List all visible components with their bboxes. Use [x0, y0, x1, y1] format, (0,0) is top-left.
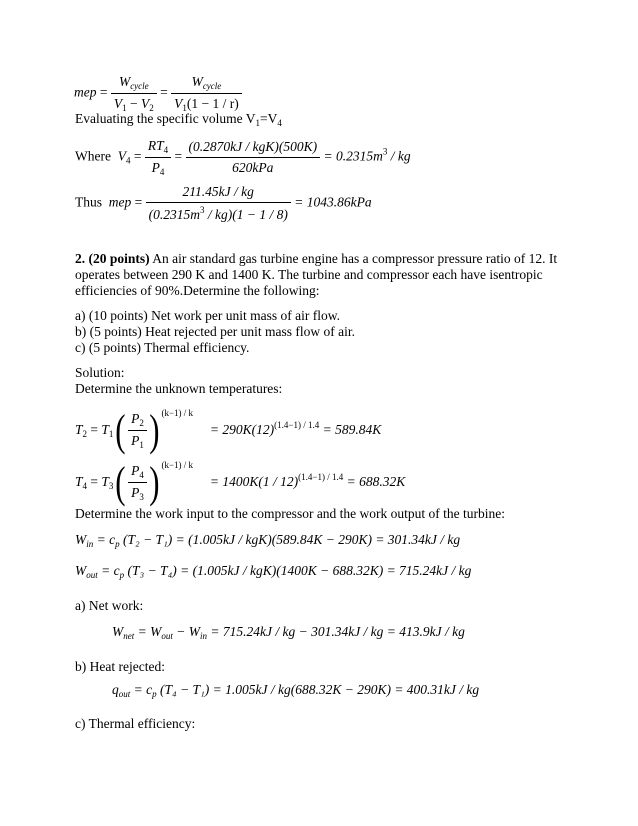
mep-fraction-2: $\frac{W_{cycle}}{V_1(1 - 1 / r)}$	[171, 74, 242, 113]
wnet-equation: $W_{net} = W_{out} - W_{in} = 715.24kJ$ / kg − 301.34kJ / kg = 413.9kJ / kg	[112, 624, 465, 641]
net-work-label: a) Net work:	[75, 598, 144, 613]
qout-equation: $q_{out} = c_p$ (T₄ − T₁) = 1.005kJ / kg(688.32K − 290K) = 400.31kJ / kg	[112, 682, 480, 699]
work-label: Determine the work input to the compressor and the work output of the turbine:	[75, 506, 506, 521]
wout-equation: $W_{out} = c_p$ (T₃ − T₄) = (1.005kJ / kgK)(1400K − 688.32K) = 715.24kJ / kg	[75, 563, 472, 580]
mep-fraction-1: $\frac{W_{cycle}}{V_1 - V_2}$	[111, 74, 157, 113]
mep-result-equation: Thus mep = $\frac{211.45kJ / kg}{(0.2315m^3 / kg)(1 - 1 / 8)}$ = 1043.86kPa	[75, 184, 372, 222]
v4-equation: Where $V_4$ = $\frac{RT_4}{P_4}$ = $\frac{\text{(0.2870kJ / kgK)(500K)}}{\text{620kPa}}$ = $0.2315m^3$ / kg	[75, 138, 411, 177]
win-equation: $W_{in} = c_p$ (T₂ − T₁) = (1.005kJ / kgK)(589.84K − 290K) = 301.34kJ / kg	[75, 532, 461, 549]
thermal-efficiency-label: c) Thermal efficiency:	[75, 716, 196, 731]
problem-item-c: c) (5 points) Thermal efficiency.	[75, 340, 250, 355]
problem-items	[75, 308, 355, 356]
specific-volume-text: Evaluating the specific volume $V_1=V_4$	[75, 111, 282, 128]
problem-item-b: b) (5 points) Heat rejected per unit mass flow of air.	[75, 324, 356, 339]
solution-heading: Solution: Determine the unknown temperatures:	[75, 365, 283, 396]
t2-equation: $T_2 = T_1$( $\frac{P_2}{P_1}$ ) $^{(k-1) / k}$ = $290K(12)^{(1.4-1) / 1.4} = 589.84K$	[75, 405, 382, 455]
mep-definition-equation: mep = $\frac{W_{cycle}}{V_1 - V_2}$ = $\frac{W_{cycle}}{V_1(1 - 1 / r)}$	[74, 74, 242, 113]
t4-equation: $T_4 = T_3$( $\frac{P_4}{P_3}$ ) $^{(k-1) / k}$ = 1400K(1 / 12)$^{(1.4-1) / 1.4}$ = 688.32K	[75, 457, 406, 507]
heat-rejected-label: b) Heat rejected:	[75, 659, 165, 674]
mep-symbol: mep	[74, 84, 97, 100]
problem-statement: 2. (20 points) An air standard gas turbine engine has a compressor pressure ratio of 12. It operates between 290 K and 1400 K. The turbine and compressor each have isentropic efficiencies of 90%.Determine the following:	[75, 251, 558, 298]
problem-item-a: a) (10 points) Net work per unit mass of air flow.	[75, 308, 340, 323]
